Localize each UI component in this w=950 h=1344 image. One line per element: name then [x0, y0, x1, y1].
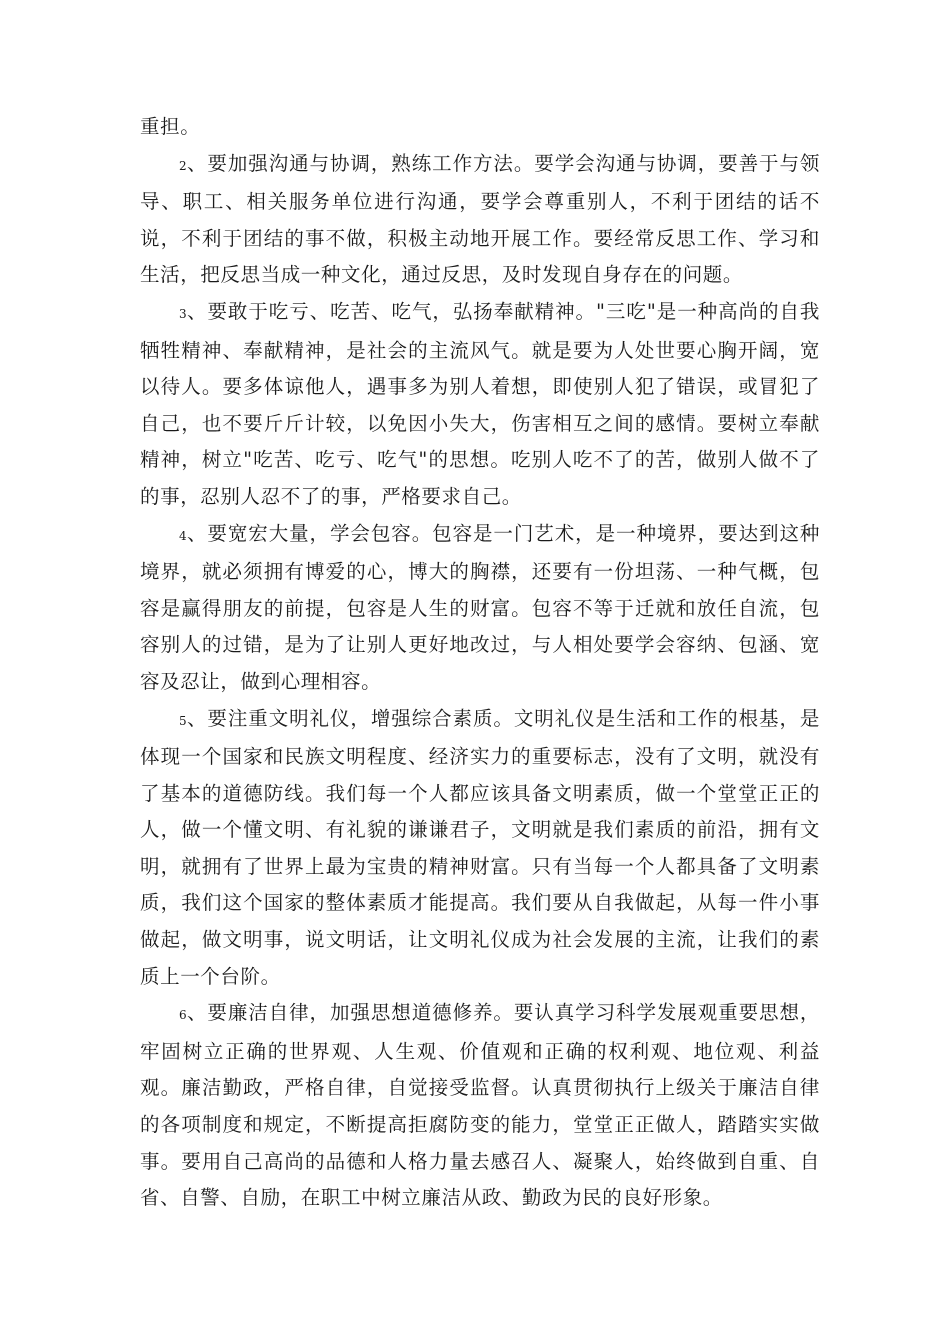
document-body: [140, 109, 820, 1217]
paragraph-item-2: [140, 146, 820, 294]
paragraph-text: 、要廉洁自律，加强思想道德修养。要认真学习科学发展观重要思想，牢固树立正确的世界观、人生观、价值观和正确的权利观、地位观、利益观。廉洁勤政，严格自律，自觉接受监督。认真贯彻执行上级关于廉洁自律的各项制度和规定，不断提高拒腐防变的能力，堂堂正正做人，踏踏实实做事。要用自己高尚的品德和人格力量去感召人、凝聚人，始终做到自重、自省、自警、自励，在职工中树立廉洁从政、勤政为民的良好形象。: [140, 1001, 820, 1210]
paragraph-text: 、要注重文明礼仪，增强综合素质。文明礼仪是生活和工作的根基，是体现一个国家和民族文明程度、经济实力的重要标志，没有了文明，就没有了基本的道德防线。我们每一个人都应该具备文明素质，做一个堂堂正正的人，做一个懂文明、有礼貌的谦谦君子，文明就是我们素质的前沿，拥有文明，就拥有了世界上最为宝贵的精神财富。只有当每一个人都具备了文明素质，我们这个国家的整体素质才能提高。我们要从自我做起，从每一件小事做起，做文明事，说文明话，让文明礼仪成为社会发展的主流，让我们的素质上一个台阶。: [140, 706, 820, 988]
paragraph-item-5: [140, 701, 820, 996]
paragraph-number: 5: [179, 713, 187, 728]
paragraph-text: 重担。: [140, 115, 201, 138]
paragraph-text: 、要加强沟通与协调，熟练工作方法。要学会沟通与协调，要善于与领导、职工、相关服务单位进行沟通，要学会尊重别人，不利于团结的话不说，不利于团结的事不做，积极主动地开展工作。要经常反思工作、学习和生活，把反思当成一种文化，通过反思，及时发现自身存在的问题。: [140, 151, 820, 287]
paragraph-text: 、要敢于吃亏、吃苦、吃气，弘扬奉献精神。"三吃"是一种高尚的自我牺牲精神、奉献精神，是社会的主流风气。就是要为人处世要心胸开阔，宽以待人。要多体谅他人，遇事多为别人着想，即使别人犯了错误，或冒犯了自己，也不要斤斤计较，以免因小失大，伤害相互之间的感情。要树立奉献精神，树立"吃苦、吃亏、吃气"的思想。吃别人吃不了的苦，做别人做不了的事，忍别人忍不了的事，严格要求自己。: [140, 299, 820, 508]
paragraph-item-3: [140, 294, 820, 516]
paragraph-item-6: [140, 995, 820, 1217]
paragraph-number: 6: [179, 1008, 187, 1023]
paragraph-number: 4: [179, 528, 187, 543]
paragraph-continuation: [140, 109, 820, 146]
paragraph-number: 3: [179, 306, 187, 321]
paragraph-item-4: [140, 516, 820, 701]
paragraph-number: 2: [179, 158, 187, 173]
paragraph-text: 、要宽宏大量，学会包容。包容是一门艺术，是一种境界，要达到这种境界，就必须拥有博爱的心，博大的胸襟，还要有一份坦荡、一种气概，包容是赢得朋友的前提，包容是人生的财富。包容不等于迁就和放任自流，包容别人的过错，是为了让别人更好地改过，与人相处要学会容纳、包涵、宽容及忍让，做到心理相容。: [140, 521, 820, 693]
